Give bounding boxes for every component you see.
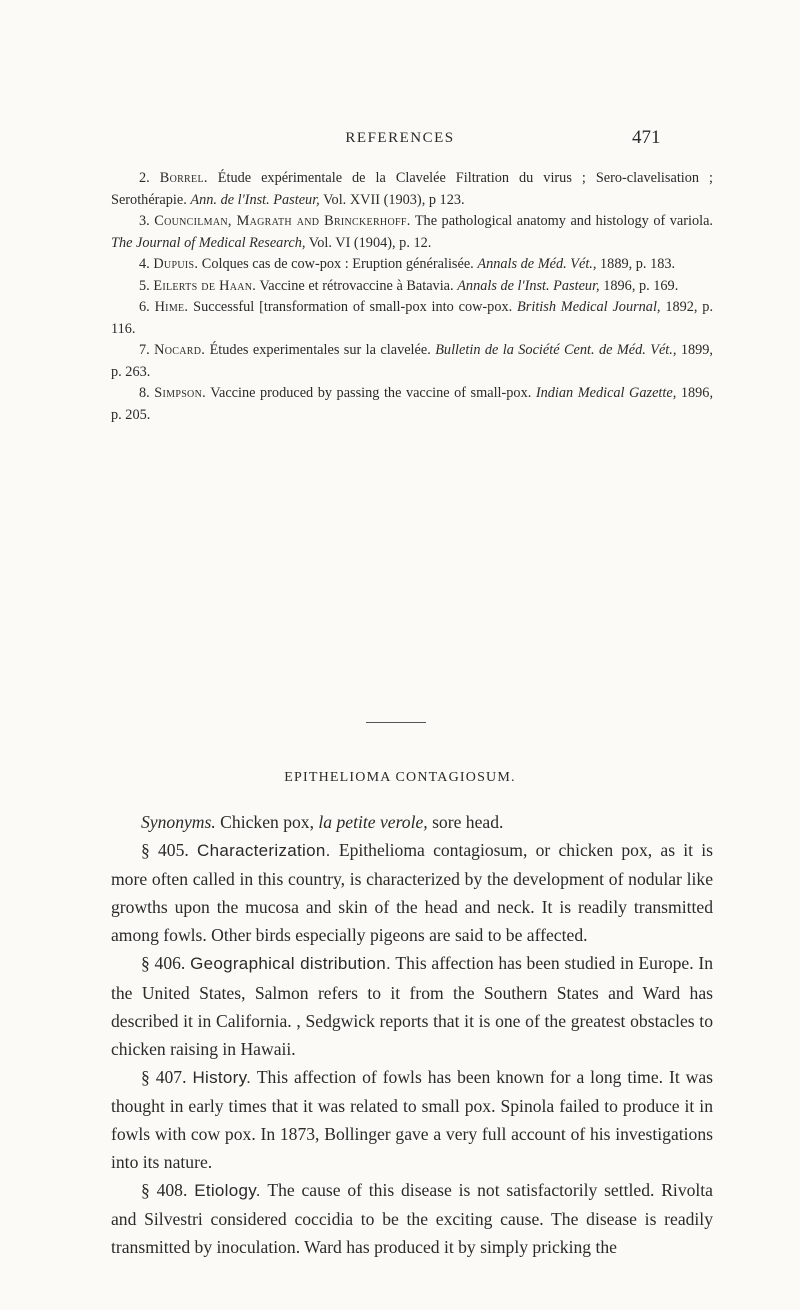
reference-text: Vaccine produced by passing the vaccine of small-pox. (210, 385, 532, 401)
section-paragraph (111, 836, 713, 949)
reference-details: 1896, p. 169. (603, 277, 679, 294)
synonyms-line (111, 808, 713, 836)
reference-item (111, 254, 713, 276)
section-title: EPITHELIOMA CONTAGIOSUM. (284, 770, 516, 785)
running-title: REFERENCES (345, 130, 455, 146)
section-paragraph (111, 1063, 713, 1176)
paragraph-heading: Etiology. (194, 1181, 261, 1201)
reference-text: Études experimentales sur la clavelée. (209, 342, 431, 358)
reference-journal: The Journal of Medical Research, (111, 234, 306, 251)
reference-text: The pathological anatomy and histology of variola. (414, 213, 713, 229)
reference-details: 1896, p. 205. (111, 385, 714, 423)
reference-number: 8. (139, 385, 150, 401)
reference-number: 4. (139, 256, 150, 272)
reference-item (111, 340, 713, 383)
reference-number: 7. (139, 342, 150, 358)
reference-details: Vol. XVII (1903), p 123. (323, 191, 465, 208)
reference-number: 6. (139, 299, 150, 315)
section-paragraph (111, 1176, 713, 1261)
reference-author: Hime. (154, 299, 189, 315)
reference-journal: Ann. de l'Inst. Pasteur, (190, 191, 320, 208)
paragraph-number: § 406. (141, 953, 186, 974)
paragraph-heading: Characterization. (197, 841, 331, 861)
reference-text: Colques cas de cow-pox : Eruption généralisée. (201, 256, 474, 272)
section-divider (366, 722, 426, 723)
reference-text: Vaccine et rétrovaccine à Batavia. (259, 277, 454, 294)
reference-author: Councilman, Magrath and Brinckerhoff. (154, 213, 411, 229)
section-paragraph (111, 949, 713, 1062)
synonyms-label: Synonyms. (141, 812, 216, 832)
reference-details: 1899, p. 263. (111, 342, 713, 380)
reference-item (111, 211, 713, 254)
reference-item (111, 297, 713, 340)
paragraph-text: This affection of fowls has been known for a long time. It was thought in early times that it was related to small pox. Spinola failed to produce it in fowls with cow pox. In 1873, Bollinger gave a very full account of his investigations into its nature. (111, 1066, 713, 1173)
reference-author: Borrel. (159, 170, 208, 186)
reference-item (111, 383, 713, 426)
synonym-text: Chicken pox, (220, 812, 314, 832)
reference-details: 1892, p. 116. (111, 299, 714, 337)
paragraph-heading: Geographical distribution. (190, 954, 391, 974)
reference-details: 1889, p. 183. (600, 256, 676, 272)
section-body (111, 808, 713, 1262)
reference-number: 2. (139, 170, 150, 186)
reference-journal: Bulletin de la Société Cent. de Méd. Vét., (435, 342, 677, 358)
reference-journal: Annals de l'Inst. Pasteur, (457, 277, 600, 294)
reference-author: Eilerts de Haan. (153, 277, 257, 294)
reference-number: 3. (139, 213, 150, 229)
reference-journal: British Medical Journal, (517, 299, 661, 315)
running-header (0, 127, 800, 158)
reference-details: Vol. VI (1904), p. 12. (308, 234, 432, 251)
reference-item (111, 168, 713, 211)
page-number: 471 (632, 127, 661, 148)
reference-text: Successful [transformation of small-pox into cow-pox. (193, 299, 513, 315)
paragraph-number: § 405. (141, 840, 189, 861)
reference-author: Nocard. (154, 342, 206, 358)
reference-item (111, 276, 713, 298)
paragraph-number: § 407. (141, 1066, 187, 1087)
synonym-text: sore head. (432, 812, 504, 832)
reference-journal: Indian Medical Gazette, (535, 385, 677, 401)
paragraph-text: The cause of this disease is not satisfactorily settled. Rivolta and Silvestri considered coccidia to be the exciting cause. The disease is readily transmitted by inoculation. Ward has produced it by simply pricking the (111, 1180, 713, 1258)
paragraph-text: Epithelioma contagiosum, or chicken pox, as it is more often called in this country, is characterized by the development of nodular like growths upon the mucosa and skin of the head and neck. It is readily transmitted among fowls. Other birds especially pigeons are said to be affected. (111, 840, 713, 946)
synonym-text: la petite verole, (318, 812, 428, 832)
paragraph-text: This affection has been studied in Europe. In the United States, Salmon refers to it from the Southern States and Ward has described it in California. , Sedgwick reports that it is one of the greatest obstacles to chicken raising in Hawaii. (111, 953, 714, 1059)
paragraph-heading: History. (192, 1067, 252, 1087)
paragraph-number: § 408. (141, 1180, 188, 1201)
reference-number: 5. (139, 277, 150, 294)
reference-author: Dupuis. (153, 256, 199, 272)
reference-text: Étude expérimentale de la Clavelée Filtration du virus ; Sero-clavelisation ; Serothérapie. (111, 170, 714, 208)
reference-journal: Annals de Méd. Vét., (477, 256, 597, 272)
reference-list (111, 168, 713, 426)
reference-author: Simpson. (154, 385, 206, 401)
